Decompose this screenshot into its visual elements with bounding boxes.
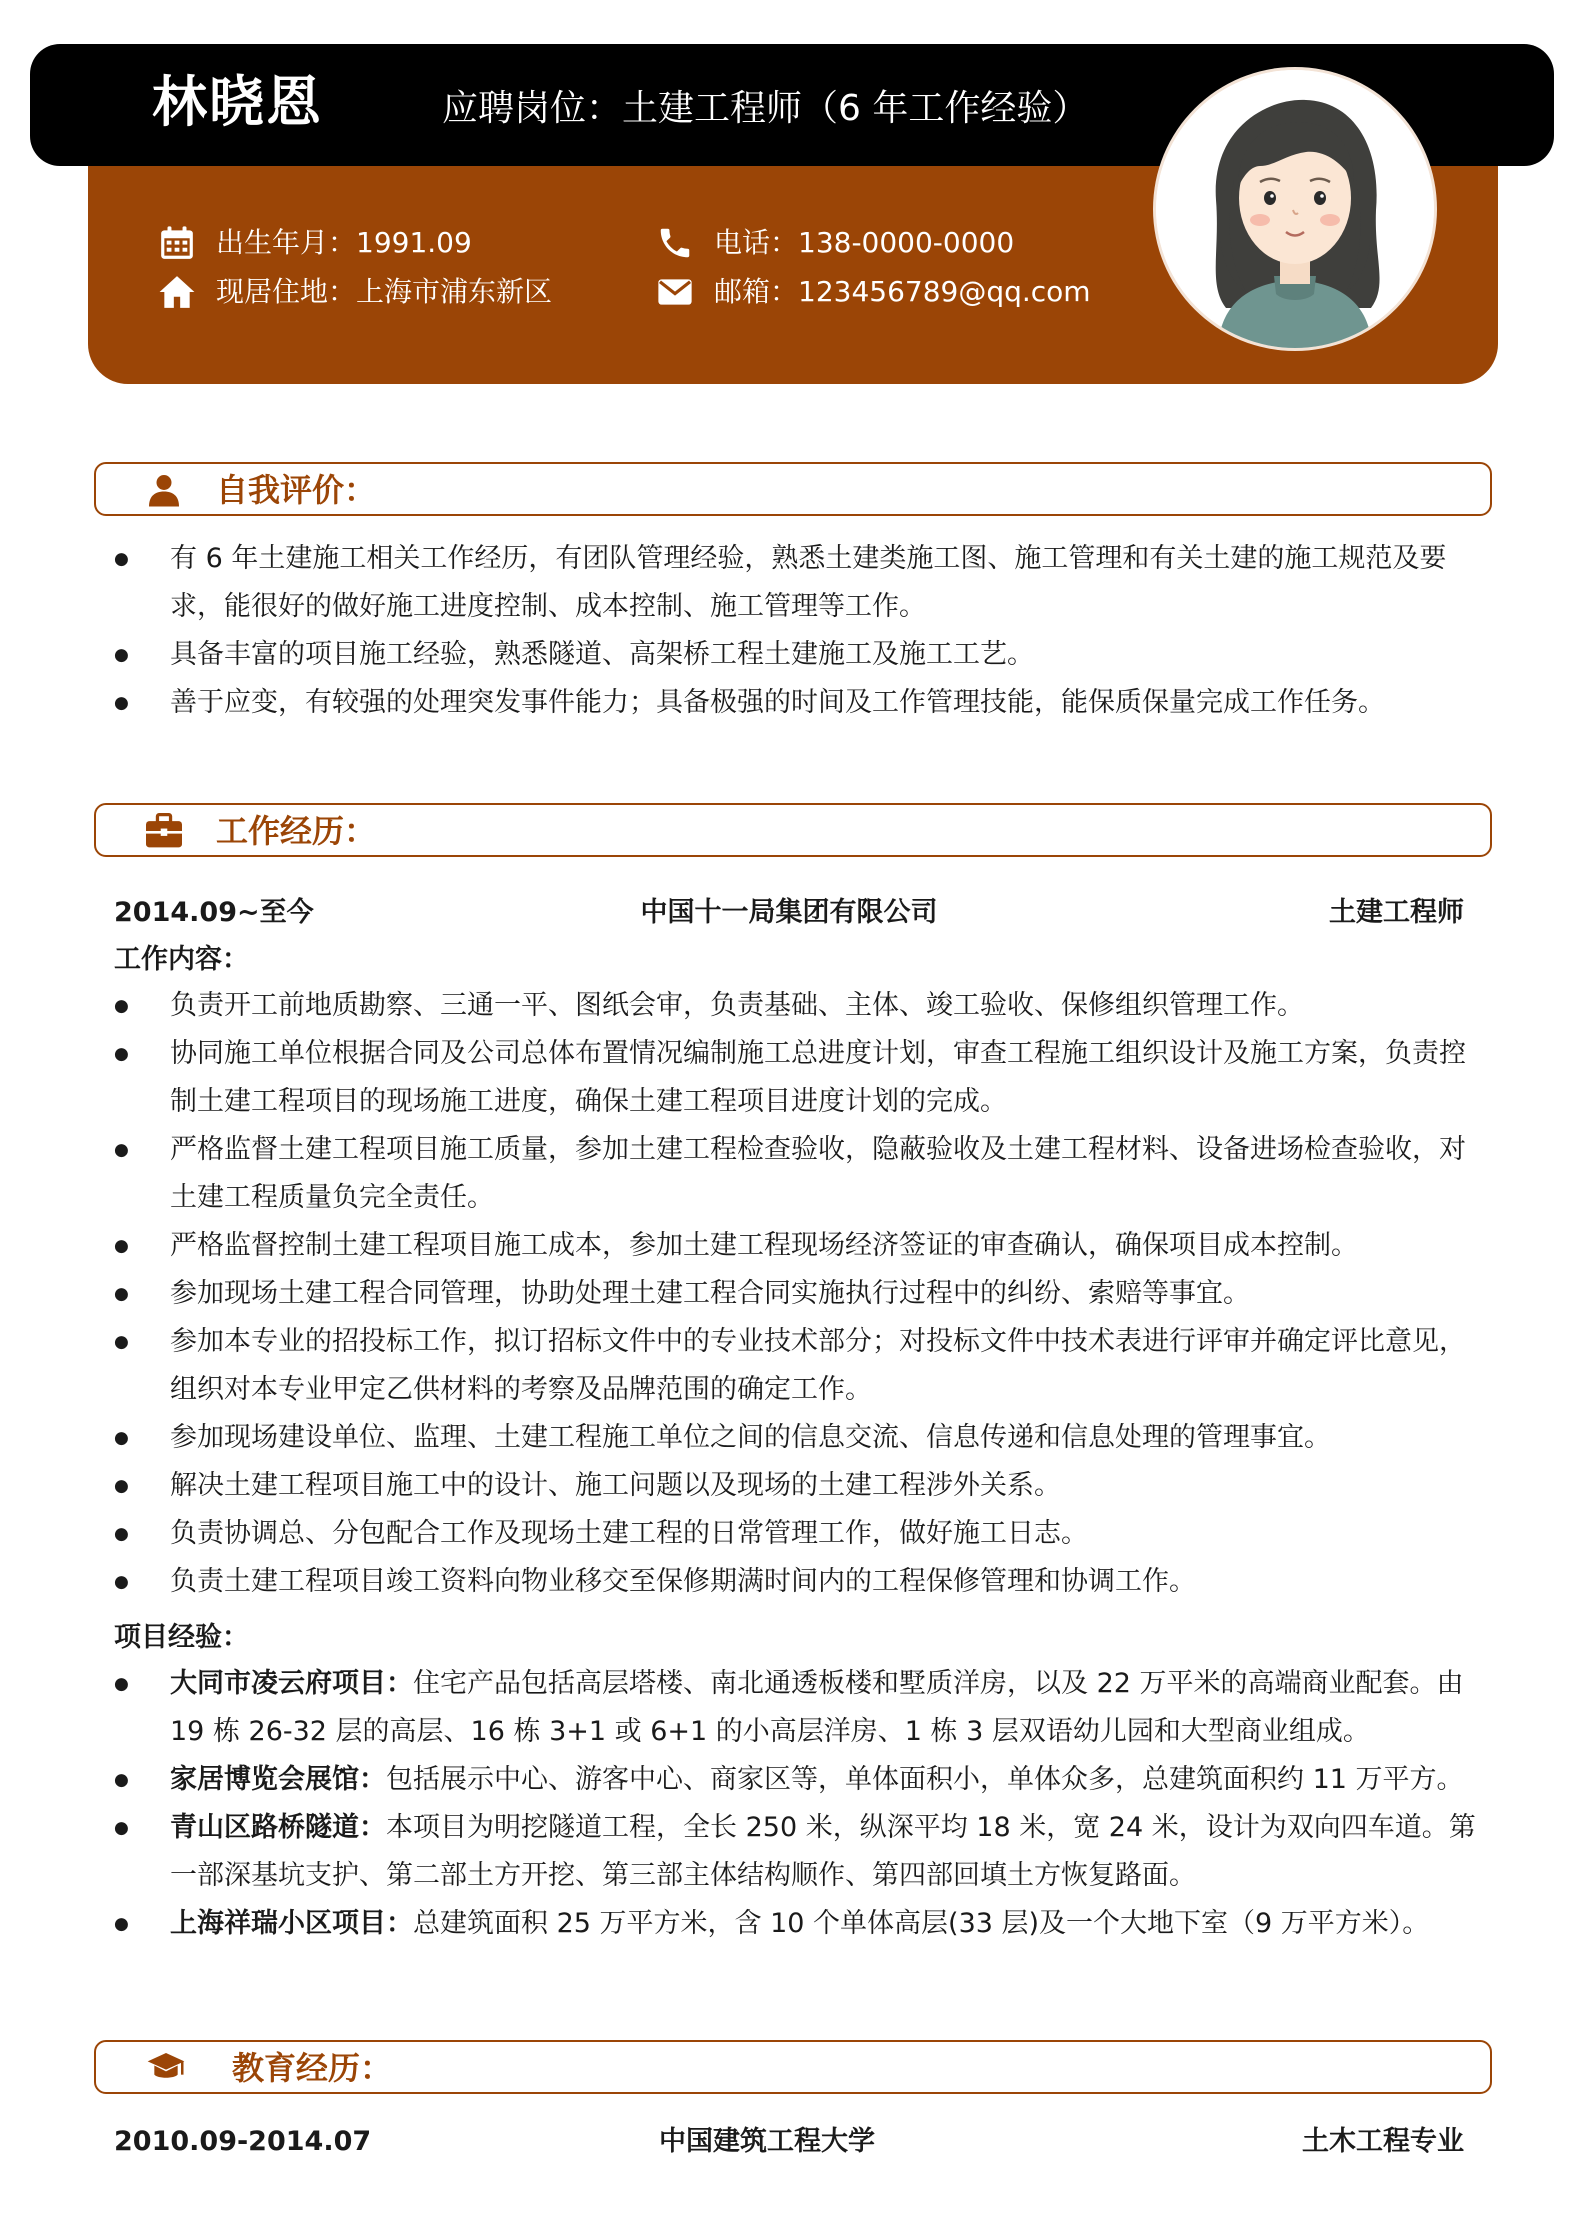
education-title: 教育经历： [232,2049,393,2087]
project-name: 家居博览会展馆： [170,1764,386,1795]
list-item: ● 负责协调总、分包配合工作及现场土建工程的日常管理工作，做好施工日志。 [110,1510,1486,1558]
self-eval-header [94,462,1492,516]
projects-list [110,1660,1486,1948]
list-item [110,1756,1486,1804]
mail-icon [656,273,694,311]
education-entry-row [114,2124,1464,2160]
phone-icon [656,224,694,262]
self-eval-title: 自我评价： [216,471,377,509]
work-title: 工作经历： [216,812,377,850]
list-item: ● 解决土建工程项目施工中的设计、施工问题以及现场的土建工程涉外关系。 [110,1462,1486,1510]
project-desc: 住宅产品包括高层塔楼、南北通透板楼和墅质洋房，以及 22 万平米的高端商业配套。由 19 栋 26-32 层的高层、16 栋 3+1 或 6+1 的小高层洋房、1 栋 3 层双语幼儿园和大型商业组成。 [170,1668,1464,1747]
person-icon [144,472,184,508]
self-eval-list [110,535,1486,727]
phone-text: 电话：138-0000-0000 [714,226,1015,259]
projects-title: 项目经验： [114,1622,249,1653]
list-item: ● 负责开工前地质勘察、三通一平、图纸会审，负责基础、主体、竣工验收、保修组织管理工作。 [110,982,1486,1030]
education-header [94,2040,1492,2094]
project-name: 青山区路桥隧道： [170,1812,386,1843]
list-item: ● 具备丰富的项目施工经验，熟悉隧道、高架桥工程土建施工及施工工艺。 [110,631,1486,679]
birth-info [158,224,472,262]
work-duties-list [110,982,1486,1606]
work-entry-row [114,895,1464,931]
job-target: 应聘岗位：土建工程师（6 年工作经验） [442,88,1089,129]
email-text: 邮箱：123456789@qq.com [714,275,1091,308]
project-desc: 本项目为明挖隧道工程，全长 250 米，纵深平均 18 米，宽 24 米，设计为双向四车道。第一部深基坑支护、第二部土方开挖、第三部主体结构顺作、第四部回填土方恢复路面。 [170,1812,1476,1891]
list-item: ● 参加现场土建工程合同管理，协助处理土建工程合同实施执行过程中的纠纷、索赔等事宜。 [110,1270,1486,1318]
list-item: ● 负责土建工程项目竣工资料向物业移交至保修期满时间内的工程保修管理和协调工作。 [110,1558,1486,1606]
home-icon [158,273,196,311]
list-item [110,1900,1486,1948]
work-period: 2014.09~至今 [114,897,314,928]
work-content-title: 工作内容： [114,944,249,975]
work-company: 中国十一局集团有限公司 [640,897,938,928]
list-item: ● 协同施工单位根据合同及公司总体布置情况编制施工总进度计划，审查工程施工组织设计及施工方案，负责控制土建工程项目的现场施工进度，确保土建工程项目进度计划的完成。 [110,1030,1486,1126]
project-name: 大同市凌云府项目： [170,1668,413,1699]
work-header [94,803,1492,857]
list-item: ● 善于应变，有较强的处理突发事件能力；具备极强的时间及工作管理技能，能保质保量完成工作任务。 [110,679,1486,727]
list-item [110,1804,1486,1900]
birth-text: 出生年月：1991.09 [216,226,472,259]
briefcase-icon [144,813,184,849]
project-desc: 总建筑面积 25 万平方米，含 10 个单体高层(33 层)及一个大地下室（9 万平方米）。 [413,1908,1430,1939]
education-major: 土木工程专业 [1302,2126,1464,2157]
education-period: 2010.09-2014.07 [114,2126,372,2157]
candidate-name: 林晓恩 [152,70,324,134]
address-text: 现居住地：上海市浦东新区 [216,275,553,308]
email-info [656,273,1091,311]
work-position: 土建工程师 [1329,897,1464,928]
calendar-icon [158,224,196,262]
list-item: ● 严格监督控制土建工程项目施工成本，参加土建工程现场经济签证的审查确认，确保项目成本控制。 [110,1222,1486,1270]
avatar [1156,70,1434,348]
education-school: 中国建筑工程大学 [659,2126,875,2157]
list-item: ● 参加本专业的招投标工作，拟订招标文件中的专业技术部分；对投标文件中技术表进行评审并确定评比意见，组织对本专业甲定乙供材料的考察及品牌范围的确定工作。 [110,1318,1486,1414]
list-item: ● 参加现场建设单位、监理、土建工程施工单位之间的信息交流、信息传递和信息处理的管理事宜。 [110,1414,1486,1462]
project-name: 上海祥瑞小区项目： [170,1908,413,1939]
address-info [158,273,552,311]
phone-info [656,224,1014,262]
project-desc: 包括展示中心、游客中心、商家区等，单体面积小，单体众多，总建筑面积约 11 万平方。 [386,1764,1464,1795]
list-item [110,1660,1486,1756]
list-item: ● 严格监督土建工程项目施工质量，参加土建工程检查验收，隐蔽验收及土建工程材料、设备进场检查验收，对土建工程质量负完全责任。 [110,1126,1486,1222]
girl-avatar-icon [1156,70,1434,348]
list-item: ● 有 6 年土建施工相关工作经历，有团队管理经验，熟悉土建类施工图、施工管理和有关土建的施工规范及要求，能很好的做好施工进度控制、成本控制、施工管理等工作。 [110,535,1486,631]
graduation-cap-icon [146,2050,186,2086]
